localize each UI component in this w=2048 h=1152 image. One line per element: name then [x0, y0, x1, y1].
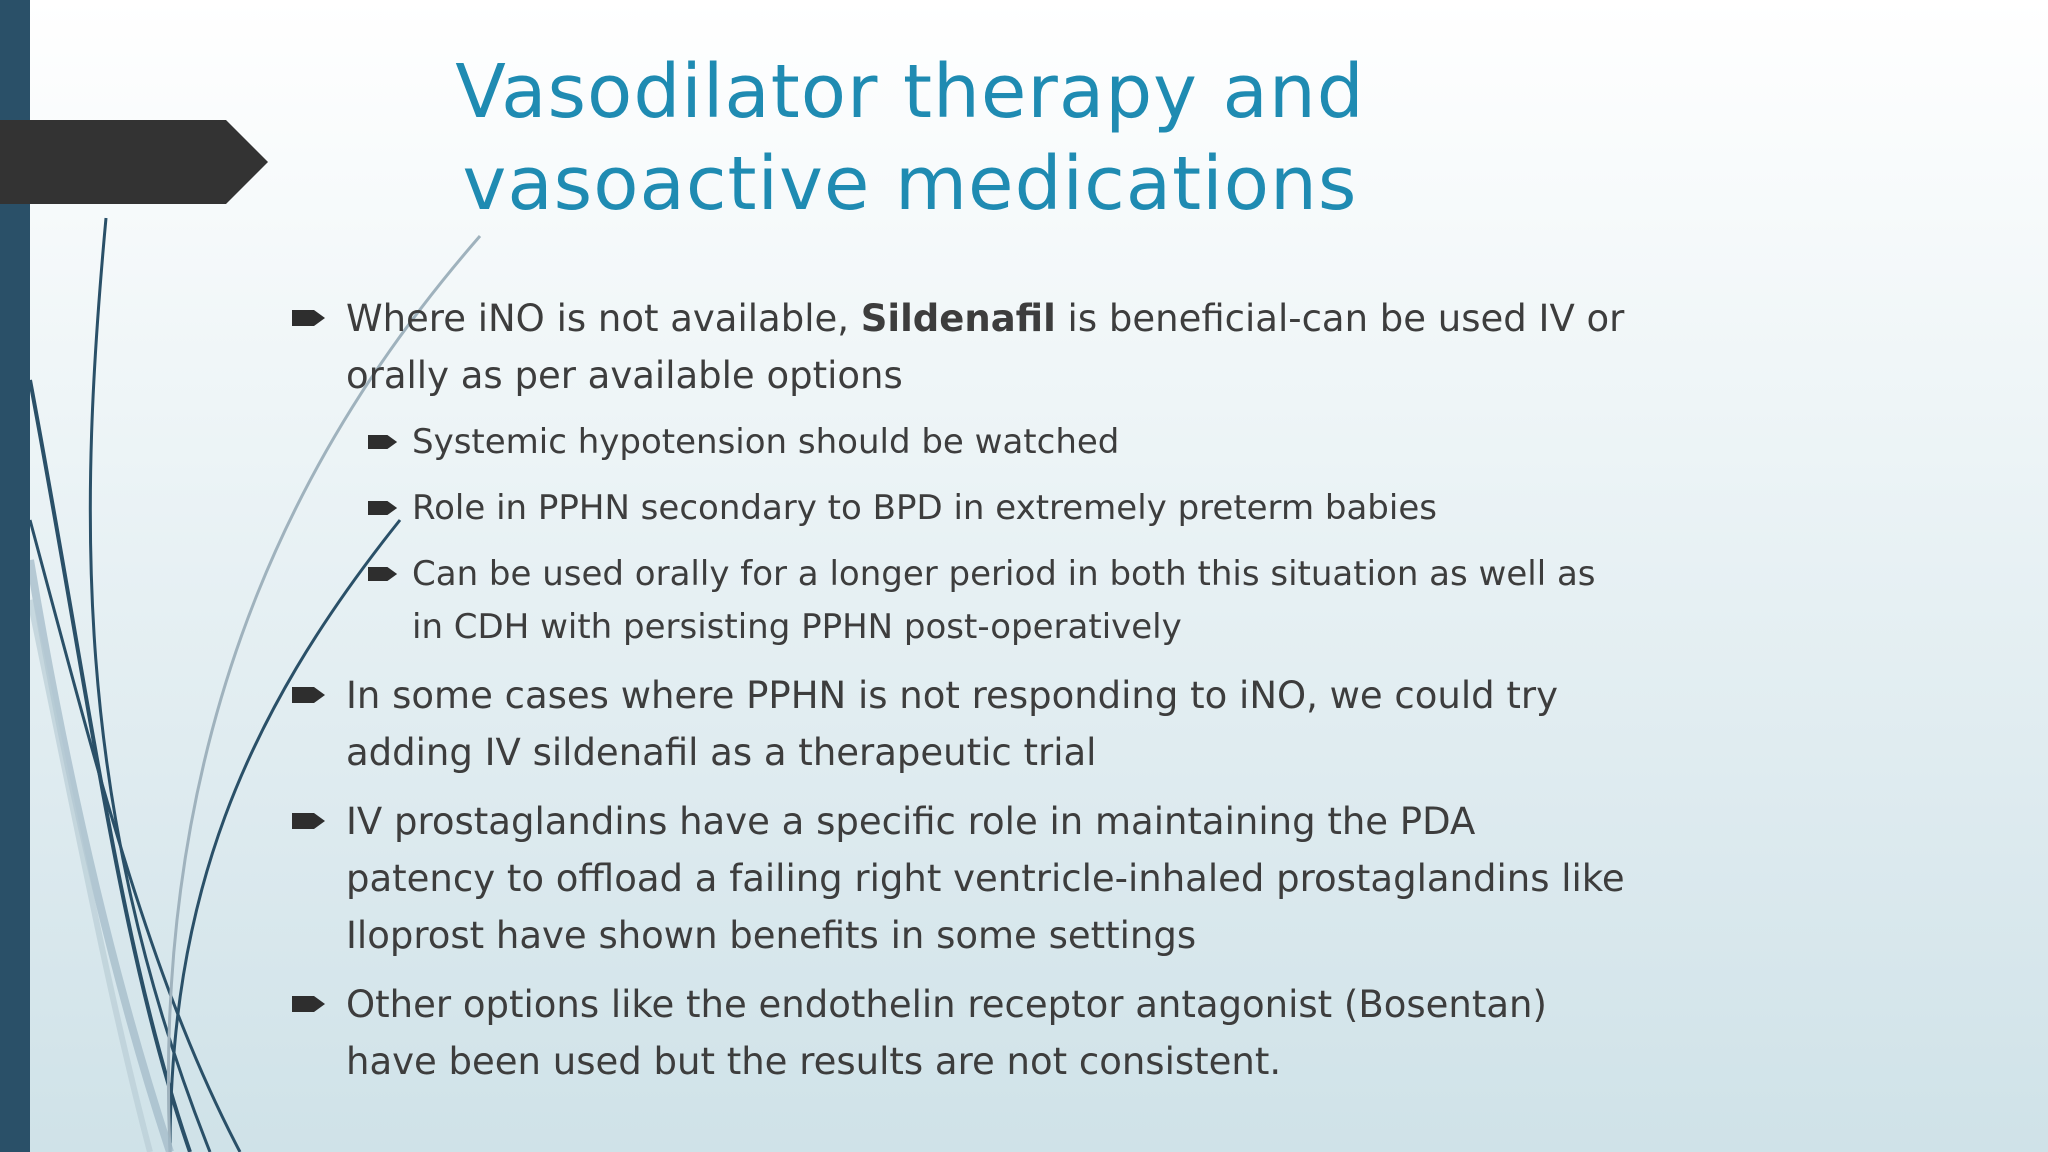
bullet-bold-text: Sildenafil — [860, 297, 1056, 340]
bullet-item — [290, 290, 1630, 404]
sub-bullet-text: Systemic hypotension should be watched — [412, 422, 1120, 462]
bullet-item — [290, 793, 1630, 964]
slide-title — [380, 46, 1440, 230]
bullet-item — [290, 667, 1630, 781]
sub-bullet-item — [290, 416, 1630, 469]
arrow-bullet-icon — [368, 499, 398, 517]
bullet-list — [290, 290, 1630, 1102]
sub-bullet-text: Can be used orally for a longer period in both this situation as well as in CDH with persisting PPHN post-operatively — [412, 554, 1596, 647]
bullet-item — [290, 976, 1630, 1090]
sub-bullet-text: Role in PPHN secondary to BPD in extremely preterm babies — [412, 488, 1437, 528]
arrow-bullet-icon — [292, 811, 326, 831]
title-line-1: Vasodilator therapy and — [455, 49, 1365, 135]
sub-bullet-item — [290, 548, 1630, 654]
arrow-bullet-icon — [368, 565, 398, 583]
bullet-text: IV prostaglandins have a specific role in maintaining the PDA patency to offload a failing right ventricle-inhaled prostaglandins like Iloprost have shown benefits in some settings — [346, 800, 1625, 957]
bullet-text: is beneficial-can be used IV or orally as per available options — [346, 297, 1625, 397]
arrow-bullet-icon — [292, 685, 326, 705]
arrow-bullet-icon — [292, 308, 326, 328]
bullet-text: Other options like the endothelin receptor antagonist (Bosentan) have been used but the results are not consistent. — [346, 983, 1547, 1083]
title-line-2: vasoactive medications — [462, 141, 1358, 227]
arrow-bullet-icon — [292, 994, 326, 1014]
sub-bullet-item — [290, 482, 1630, 535]
bullet-text: In some cases where PPHN is not responding to iNO, we could try adding IV sildenafil as a therapeutic trial — [346, 674, 1559, 774]
arrow-bullet-icon — [368, 433, 398, 451]
title-tab-shape — [0, 120, 270, 204]
bullet-text: Where iNO is not available, — [346, 297, 861, 340]
